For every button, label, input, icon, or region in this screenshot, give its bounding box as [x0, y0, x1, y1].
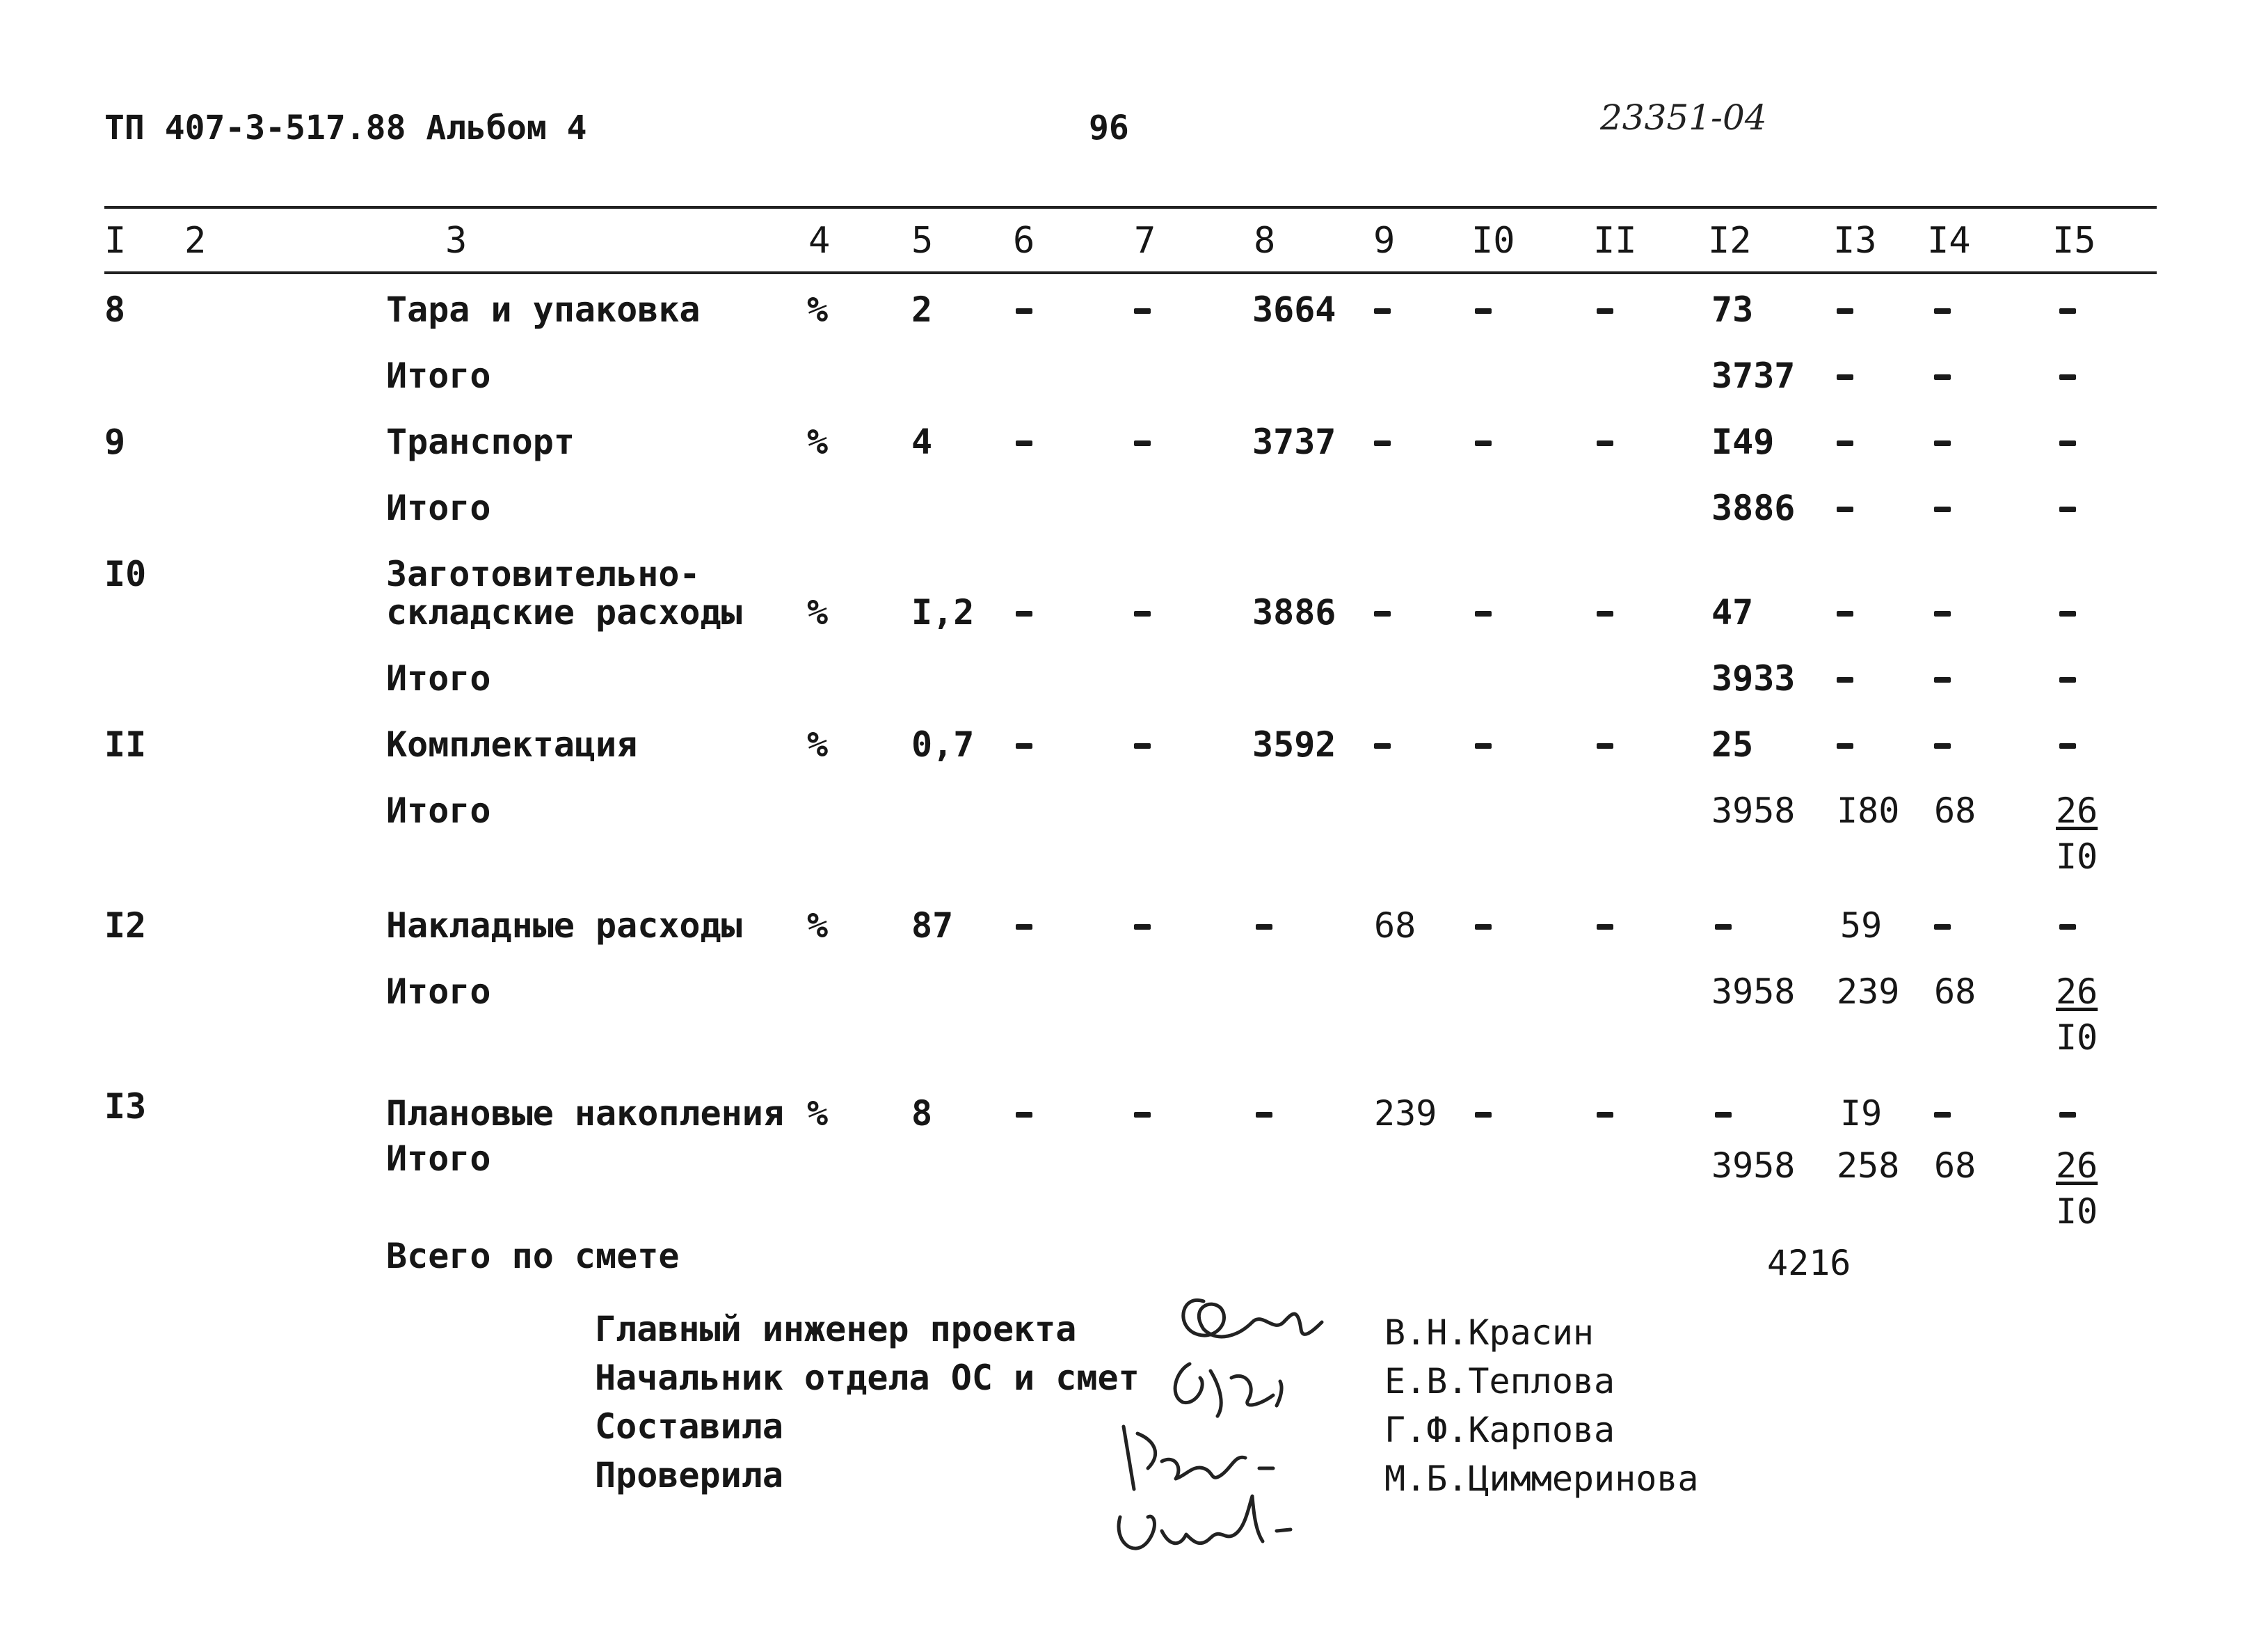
col-header-4: 4	[808, 220, 831, 262]
row-number: I0	[104, 554, 147, 594]
dash	[1016, 440, 1032, 446]
dash	[1597, 611, 1613, 617]
row-name-line1: Заготовительно-	[386, 554, 701, 594]
row-percent: 4	[911, 422, 933, 462]
dash	[2059, 743, 2076, 749]
dash	[1837, 440, 1853, 446]
subtotal-col13: 258	[1837, 1145, 1900, 1186]
row-unit: %	[807, 1093, 829, 1134]
row-number: II	[104, 724, 147, 765]
row-percent: 87	[911, 905, 954, 946]
subtotal-col12: 3933	[1711, 658, 1796, 699]
signature-role: Главный инженер проекта	[595, 1309, 1077, 1349]
dash	[2059, 374, 2076, 380]
signature-role: Начальник отдела ОС и смет	[595, 1358, 1140, 1398]
subtotal-label: Итого	[386, 488, 491, 528]
dash	[1374, 611, 1391, 617]
row-number: 9	[104, 422, 126, 462]
dash	[1475, 440, 1492, 446]
row-name-line2: складские расходы	[386, 592, 742, 633]
dash	[2059, 677, 2076, 683]
table-header-rule	[104, 271, 2157, 274]
dash	[1134, 743, 1151, 749]
dash	[1016, 611, 1032, 617]
dash	[1934, 677, 1951, 683]
dash	[1597, 743, 1613, 749]
dash	[1256, 924, 1272, 930]
row-number: 8	[104, 289, 126, 330]
col-header-12: I2	[1708, 220, 1752, 262]
fraction-numerator: 26	[2056, 791, 2098, 831]
row-base: 3592	[1252, 724, 1336, 765]
subtotal-col13: 239	[1837, 971, 1900, 1012]
row-name: Комплектация	[386, 724, 638, 765]
subtotal-col14: 68	[1934, 1145, 1976, 1186]
dash	[2059, 507, 2076, 512]
dash	[1934, 308, 1951, 314]
row-unit: %	[807, 422, 829, 462]
dash	[1016, 924, 1032, 930]
dash	[1597, 1112, 1613, 1118]
signatory-name: Е.В.Теплова	[1384, 1361, 1615, 1401]
fraction-denominator: I0	[2056, 1017, 2098, 1058]
dash	[1374, 440, 1391, 446]
dash	[2059, 924, 2076, 930]
signature-krasin	[1183, 1300, 1322, 1336]
signatory-name: Г.Ф.Карпова	[1384, 1410, 1615, 1450]
dash	[2059, 611, 2076, 617]
subtotal-col15-fraction	[2056, 1145, 2098, 1232]
dash	[2059, 440, 2076, 446]
dash	[1715, 924, 1732, 930]
dash	[1475, 308, 1492, 314]
subtotal-col12: 3958	[1711, 791, 1796, 831]
dash	[1374, 308, 1391, 314]
row-name: Накладные расходы	[386, 905, 742, 946]
col-header-3: 3	[445, 220, 468, 262]
row-col9: 68	[1374, 905, 1416, 946]
col-header-15: I5	[2052, 220, 2096, 262]
dash	[1475, 611, 1492, 617]
signature-tsimmerinova	[1119, 1496, 1291, 1548]
subtotal-label: Итого	[386, 658, 491, 699]
col-header-10: I0	[1471, 220, 1515, 262]
row-unit: %	[807, 592, 829, 633]
row-base: 3664	[1252, 289, 1336, 330]
dash	[1134, 440, 1151, 446]
dash	[1134, 611, 1151, 617]
subtotal-col12: 3886	[1711, 488, 1796, 528]
row-percent: 0,7	[911, 724, 975, 765]
dash	[1475, 743, 1492, 749]
subtotal-label: Итого	[386, 791, 491, 831]
col-header-9: 9	[1373, 220, 1396, 262]
row-number: I3	[104, 1086, 147, 1127]
row-name: Транспорт	[386, 422, 575, 462]
dash	[1016, 308, 1032, 314]
dash	[1475, 924, 1492, 930]
row-unit: %	[807, 905, 829, 946]
dash	[1934, 440, 1951, 446]
dash	[1597, 924, 1613, 930]
signature-role: Составила	[595, 1406, 783, 1447]
dash	[1134, 1112, 1151, 1118]
row-col12: I49	[1711, 422, 1775, 462]
row-col12: 25	[1711, 724, 1754, 765]
row-unit: %	[807, 724, 829, 765]
dash	[1837, 374, 1853, 380]
col-header-13: I3	[1833, 220, 1877, 262]
fraction-numerator: 26	[2056, 1145, 2098, 1186]
grand-total-label: Всего по смете	[386, 1236, 680, 1276]
dash	[1597, 440, 1613, 446]
inventory-number: 23351-04	[1600, 97, 1767, 138]
row-unit: %	[807, 289, 829, 330]
dash	[1934, 374, 1951, 380]
subtotal-col15-fraction	[2056, 791, 2098, 877]
dash	[1134, 924, 1151, 930]
subtotal-label: Итого	[386, 356, 491, 396]
dash	[1934, 924, 1951, 930]
dash	[1934, 743, 1951, 749]
dash	[1934, 611, 1951, 617]
col-header-8: 8	[1254, 220, 1276, 262]
row-base: 3886	[1252, 592, 1336, 633]
subtotal-col15-fraction	[2056, 971, 2098, 1058]
dash	[2059, 1112, 2076, 1118]
col-header-14: I4	[1927, 220, 1971, 262]
col-header-5: 5	[911, 220, 934, 262]
page-number: 96	[1089, 109, 1129, 148]
dash	[1715, 1112, 1732, 1118]
dash	[1016, 743, 1032, 749]
dash	[1016, 1112, 1032, 1118]
dash	[1837, 677, 1853, 683]
dash	[1837, 507, 1853, 512]
dash	[1134, 308, 1151, 314]
col-header-2: 2	[184, 220, 207, 262]
row-name: Тара и упаковка	[386, 289, 701, 330]
row-col13: 59	[1840, 905, 1883, 946]
row-percent: 8	[911, 1093, 933, 1134]
row-percent: I,2	[911, 592, 975, 633]
dash	[1837, 611, 1853, 617]
signatory-name: В.Н.Красин	[1384, 1312, 1595, 1353]
subtotal-col13: I80	[1837, 791, 1900, 831]
row-col9: 239	[1374, 1093, 1437, 1134]
dash	[1597, 308, 1613, 314]
grand-total-value: 4216	[1767, 1243, 1851, 1283]
fraction-numerator: 26	[2056, 971, 2098, 1012]
subtotal-col14: 68	[1934, 971, 1976, 1012]
col-header-11: II	[1593, 220, 1637, 262]
signature-role: Проверила	[595, 1455, 783, 1495]
subtotal-col14: 68	[1934, 791, 1976, 831]
dash	[1256, 1112, 1272, 1118]
subtotal-col12: 3737	[1711, 356, 1796, 396]
dash	[2059, 308, 2076, 314]
dash	[1475, 1112, 1492, 1118]
signature-teplova	[1175, 1364, 1281, 1416]
row-col12: 73	[1711, 289, 1754, 330]
col-header-1: I	[104, 220, 127, 262]
subtotal-col12: 3958	[1711, 971, 1796, 1012]
subtotal-label: Итого	[386, 1138, 491, 1179]
table-top-rule	[104, 206, 2157, 209]
dash	[1374, 743, 1391, 749]
col-header-7: 7	[1134, 220, 1156, 262]
signature-karpova	[1124, 1427, 1273, 1489]
row-percent: 2	[911, 289, 933, 330]
row-base: 3737	[1252, 422, 1336, 462]
fraction-denominator: I0	[2056, 1191, 2098, 1232]
row-name: Плановые накопления	[386, 1093, 784, 1134]
col-header-6: 6	[1013, 220, 1035, 262]
dash	[1837, 308, 1853, 314]
dash	[1934, 507, 1951, 512]
subtotal-label: Итого	[386, 971, 491, 1012]
document-designation: ТП 407-3-517.88 Альбом 4	[104, 109, 587, 148]
row-number: I2	[104, 905, 147, 946]
subtotal-col12: 3958	[1711, 1145, 1796, 1186]
row-col13: I9	[1840, 1093, 1883, 1134]
dash	[1837, 743, 1853, 749]
fraction-denominator: I0	[2056, 836, 2098, 877]
signatory-name: М.Б.Циммеринова	[1384, 1459, 1699, 1499]
dash	[1934, 1112, 1951, 1118]
row-col12: 47	[1711, 592, 1754, 633]
handwritten-signatures	[1071, 1266, 1364, 1573]
